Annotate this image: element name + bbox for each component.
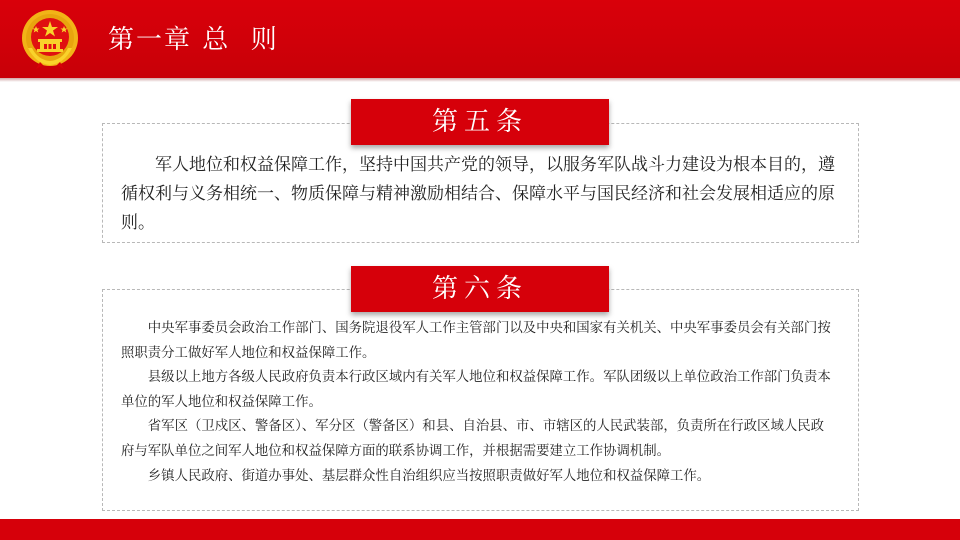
article-6-paragraph-2: 县级以上地方各级人民政府负责本行政区域内有关军人地位和权益保障工作。军队团级以上单位政治工作部门负责本单位的军人地位和权益保障工作。 [121, 370, 831, 410]
article-5-body [121, 151, 837, 238]
article-5-paragraph: 军人地位和权益保障工作，坚持中国共产党的领导，以服务军队战斗力建设为根本目的，遵循权利与义务相统一、物质保障与精神激励相结合、保障水平与国民经济和社会发展相适应的原则。 [121, 155, 835, 233]
header-bar [0, 0, 960, 78]
chapter-title: 第一章 总 则 [108, 25, 279, 55]
article-6-label: 第六条 [351, 266, 609, 312]
article-6-paragraph-1: 中央军事委员会政治工作部门、国务院退役军人工作主管部门以及中央和国家有关机关、中央军事委员会有关部门按照职责分工做好军人地位和权益保障工作。 [121, 321, 831, 361]
national-emblem-icon [18, 8, 82, 70]
article-5-label: 第五条 [351, 99, 609, 145]
article-6-paragraph-4: 乡镇人民政府、街道办事处、基层群众性自治组织应当按照职责做好军人地位和权益保障工作。 [147, 468, 711, 484]
article-6-body [121, 317, 837, 489]
article-6-paragraph-3: 省军区（卫戍区、警备区）、军分区（警备区）和县、自治县、市、市辖区的人民武装部，负责所在行政区域人民政府与军队单位之间军人地位和权益保障方面的联系协调工作，并根据需要建立工作协调机制。 [121, 419, 825, 459]
footer-bar [0, 519, 960, 540]
